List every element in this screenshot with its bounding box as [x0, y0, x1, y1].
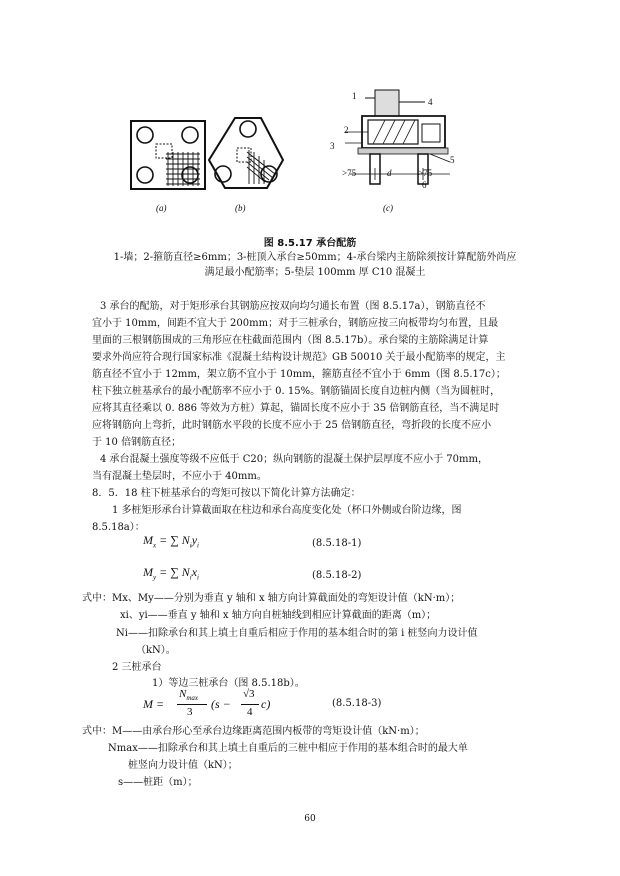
body-line: 柱下独立桩基承台的最小配筋率不应小于 0. 15%。钢筋锚固长度自边桩内侧（当为圆桩时， [92, 386, 501, 397]
def-line: xi、yi——垂直 y 轴和 x 轴方向自桩轴线到相应计算截面的距离（m）； [120, 610, 437, 621]
figure-c-cap-beam-section [340, 88, 490, 198]
figure-caption: 图 8.5.17 承台配筋 [263, 238, 357, 249]
body-line: 要求外尚应符合现行国家标准《混凝土结构设计规范》GB 50010 关于最小配筋率的规定，主 [92, 352, 506, 363]
eq3-lhs: M = [143, 697, 165, 711]
def-line: 式中：Mx、My——分别为垂直 y 轴和 x 轴方向计算截面处的弯矩设计值（kN·m）； [82, 593, 461, 604]
def-line: Nmax——扣除承台和其上填土自重后的三桩中相应于作用的基本组合时的最大单 [108, 743, 468, 754]
eq3-paren: (s − [211, 697, 231, 711]
figure-b-label: (b) [235, 203, 246, 213]
annot-d: d [387, 168, 392, 178]
eq1-lhs-sub: x [153, 541, 157, 550]
def-line: s——桩距（m）； [118, 777, 198, 788]
eq3-radical: √3 [243, 688, 255, 700]
figure-a-rect-cap [128, 118, 210, 193]
eq2-rhs: = ∑ N [159, 565, 190, 579]
annot-5: 5 [450, 155, 455, 165]
body-line: 于 10 倍钢筋直径； [92, 437, 182, 448]
def-line: （kN）。 [136, 645, 176, 656]
def-line: 式中：M——由承台形心至承台边缘距离范围内板带的弯矩设计值（kN·m）； [82, 726, 425, 737]
eq2-rhs-sub: i [189, 573, 192, 582]
annot-3: 3 [330, 141, 335, 151]
figure-legend [100, 250, 530, 280]
eq2-lhs-sub: y [153, 573, 157, 582]
eq3-fraction-bar [177, 704, 207, 705]
subheading: 2 三桩承台 [112, 662, 162, 673]
eq3-fraction-num: $N_{max}$ [179, 688, 199, 703]
eq1-tail-sub: i [197, 541, 199, 550]
page-number: 60 [304, 814, 316, 824]
equation-1 [143, 533, 199, 549]
legend-line: 满足最小配筋率；5-垫层 100mm 厚 C10 混凝土 [204, 267, 426, 278]
legend-line: 1-墙；2-箍筋直径≥6mm；3-桩顶入承台≥50mm；4-承台梁内主筋除须按计算配筋外尚应 [113, 252, 517, 263]
eq1-rhs: = ∑ N [159, 533, 190, 547]
body-line: 3 承台的配筋，对于矩形承台其钢筋应按双向均匀通长布置（图 8.5.17a），钢筋直径不 [100, 301, 486, 312]
body-line: 4 承台混凝土强度等级不应低于 C20；纵向钢筋的混凝土保护层厚度不应小于 70mm， [100, 454, 488, 465]
figure-c-label: (c) [383, 203, 393, 213]
annot-6: 6 [422, 180, 427, 190]
eq3-radical-bar [241, 704, 259, 705]
def-line: 桩竖向力设计值（kN）； [128, 760, 238, 771]
subheading: 1）等边三桩承台（图 8.5.18b）。 [152, 678, 305, 689]
eq3-number: (8.5.18-3) [332, 698, 382, 709]
body-line: 里面的三根钢筋围成的三角形应在柱截面范围内（图 8.5.17b）。承台梁的主筋除满足计算 [92, 335, 489, 346]
eq1-rhs-sub: i [189, 541, 192, 550]
equation-3 [143, 688, 283, 720]
body-line: 应将其直径乘以 0. 886 等效为方桩）算起，锚固长度不应小于 35 倍钢筋直径，当不满足时 [92, 403, 500, 414]
eq3-radical-den: 4 [247, 706, 253, 718]
eq1-number: (8.5.18-1) [312, 538, 362, 549]
def-line: Ni——扣除承台和其上填土自重后相应于作用的基本组合时的第 i 桩竖向力设计值 [116, 628, 478, 639]
eq3-tail: c) [261, 697, 271, 711]
equation-2 [143, 565, 199, 581]
eq1-tail: y [191, 533, 198, 547]
body-line: 宜小于 10mm，间距不宜大于 200mm；对于三桩承台，钢筋应按三向板带均匀布置，且最 [92, 318, 499, 329]
annot-gt75-right: >75 [418, 168, 433, 178]
body-line: 应将钢筋向上弯折，此时钢筋水平段的长度不应小于 25 倍钢筋直径，弯折段的长度不应小 [92, 420, 492, 431]
figure-a-label: (a) [156, 203, 167, 213]
annot-2: 2 [344, 125, 349, 135]
eq2-number: (8.5.18-2) [312, 570, 362, 581]
annot-4: 4 [428, 97, 433, 107]
annot-gt75-left: >75 [342, 168, 357, 178]
eq2-tail: x [191, 565, 198, 579]
body-line: 当有混凝土垫层时，不应小于 40mm。 [92, 471, 267, 482]
body-line: 筋直径不宜小于 12mm，架立筋不宜小于 10mm，箍筋直径不宜小于 6mm（图 8.5.17c）； [92, 369, 506, 380]
figure-b-triangle-cap [205, 112, 287, 194]
eq2-lhs: M [143, 565, 153, 579]
annot-1: 1 [352, 91, 357, 101]
eq3-fraction-den: 3 [187, 706, 193, 718]
body-line: 8.5.18a）： [92, 522, 145, 533]
eq1-lhs: M [143, 533, 153, 547]
eq2-tail-sub: i [197, 573, 199, 582]
body-line: 1 多桩矩形承台计算截面取在柱边和承台高度变化处（杯口外侧或台阶边缘，图 [112, 505, 462, 516]
section-heading: 8．5．18 柱下桩基承台的弯矩可按以下简化计算方法确定： [92, 488, 361, 499]
